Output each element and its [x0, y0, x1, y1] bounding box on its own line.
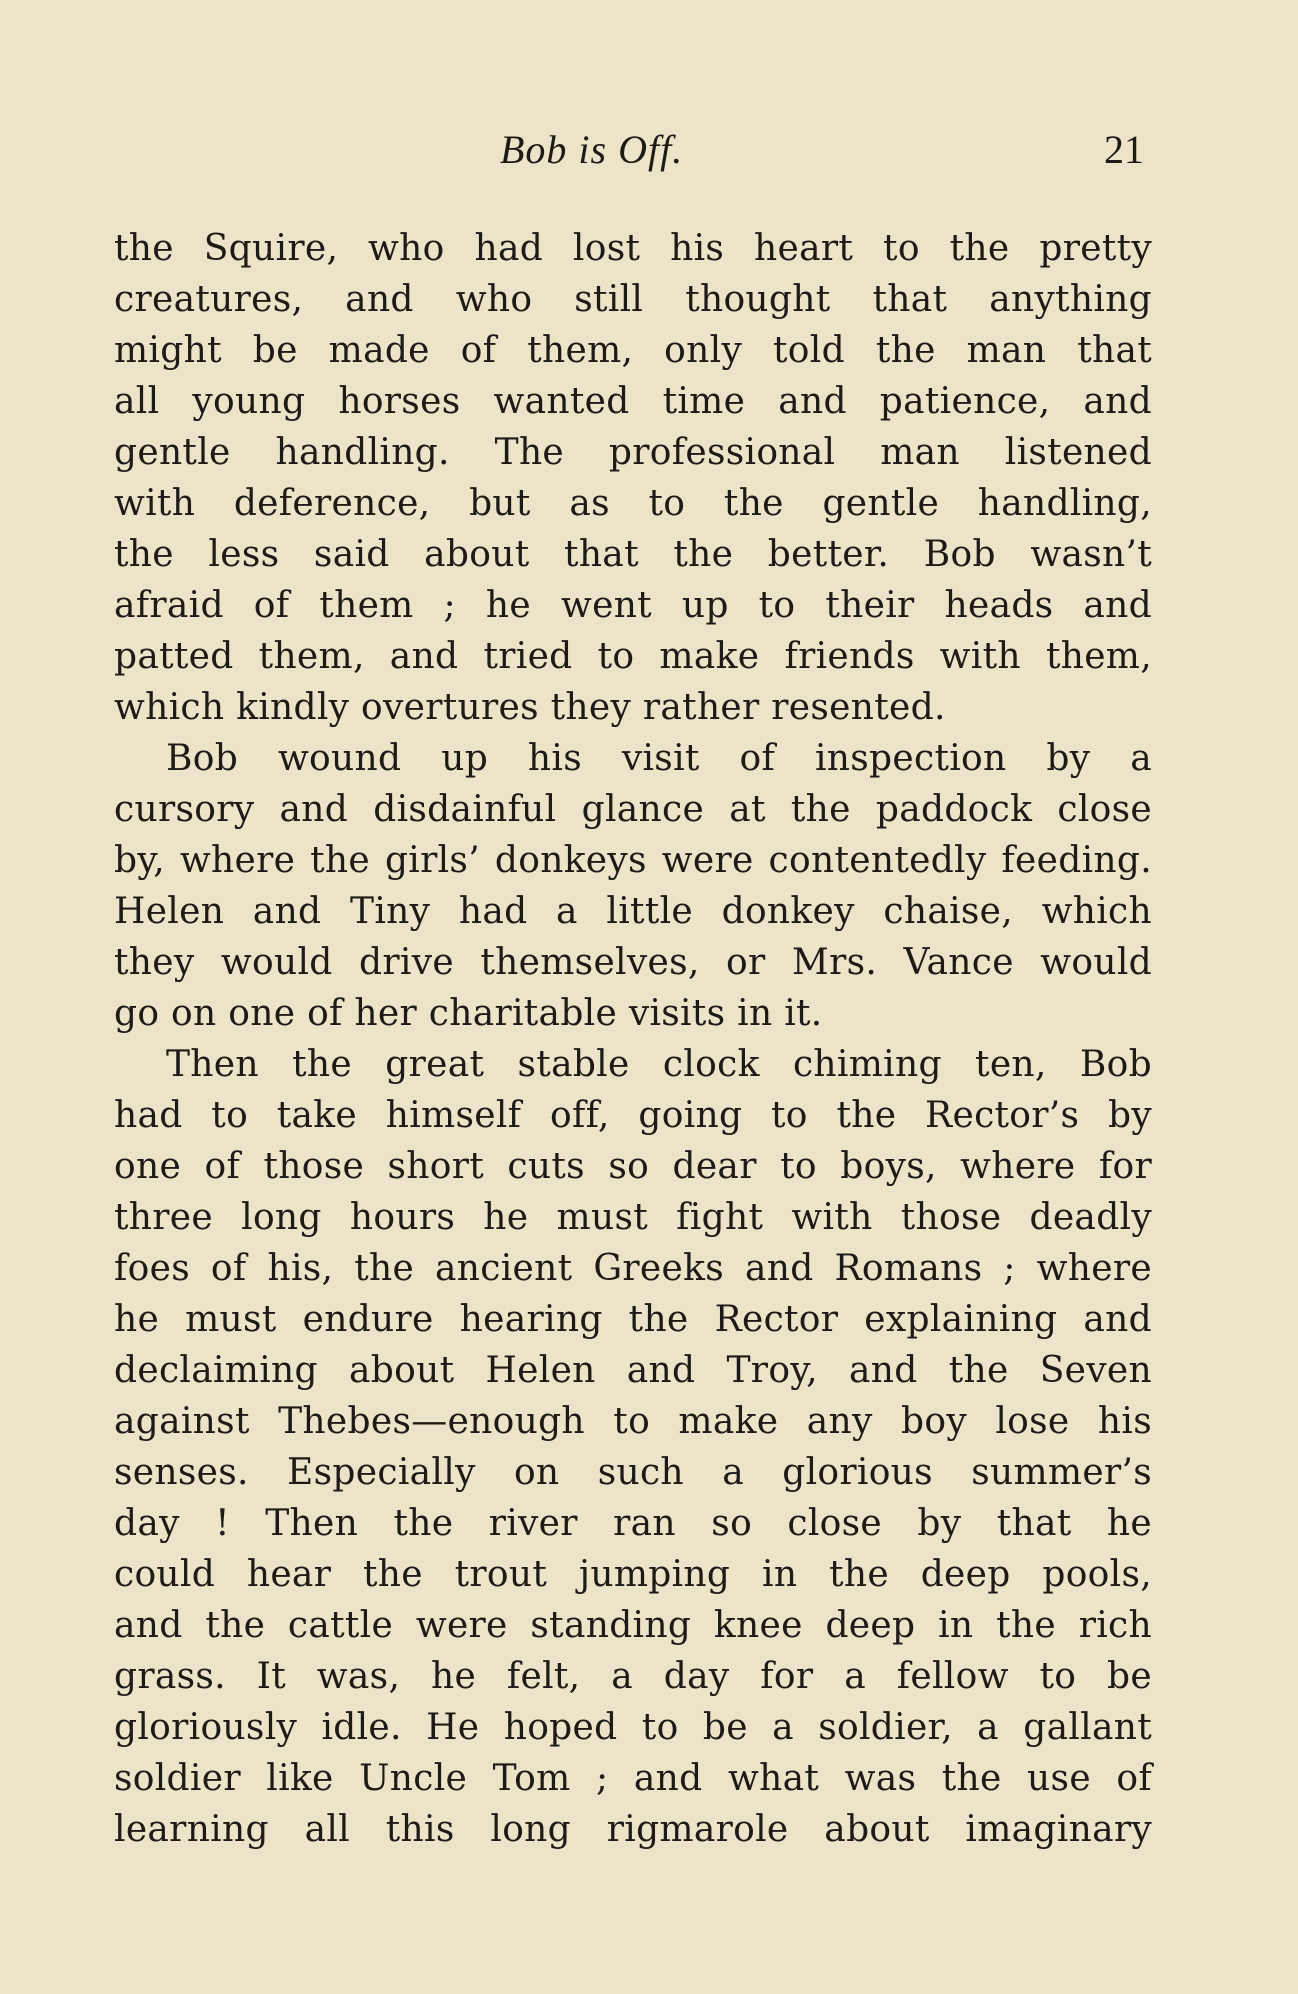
text-line: declaiming about Helen and Troy, and the Seven [114, 1350, 1152, 1391]
text-line: gloriously idle. He hoped to be a soldier, a gallant [114, 1707, 1152, 1748]
text-line: learning all this long rigmarole about imaginary [114, 1809, 1152, 1850]
text-line: Helen and Tiny had a little donkey chaise, which [114, 891, 1152, 932]
running-title: Bob is Off. [500, 127, 684, 172]
text-line: patted them, and tried to make friends with them, [114, 636, 1152, 677]
text-line: he must endure hearing the Rector explaining and [114, 1299, 1152, 1340]
text-line: could hear the trout jumping in the deep pools, [114, 1554, 1152, 1595]
text-line: gentle handling. The professional man listened [114, 432, 1152, 473]
text-line: which kindly overtures they rather resented. [114, 687, 946, 728]
text-line: go on one of her charitable visits in it. [114, 993, 823, 1034]
text-line: all young horses wanted time and patience, and [114, 381, 1152, 422]
text-line: they would drive themselves, or Mrs. Vance would [114, 942, 1152, 983]
text-line: creatures, and who still thought that anything [114, 279, 1152, 320]
text-line: day ! Then the river ran so close by that he [114, 1503, 1152, 1544]
text-line: one of those short cuts so dear to boys, where for [114, 1146, 1152, 1187]
text-line: Then the great stable clock chiming ten, Bob [166, 1044, 1152, 1085]
running-head [0, 126, 1298, 176]
text-line: Bob wound up his visit of inspection by a [166, 738, 1152, 779]
text-line: senses. Especially on such a glorious summer’s [114, 1452, 1152, 1493]
text-line: soldier like Uncle Tom ; and what was the use of [114, 1758, 1152, 1799]
text-line: against Thebes—enough to make any boy lose his [114, 1401, 1152, 1442]
text-line: and the cattle were standing knee deep in the rich [114, 1605, 1152, 1646]
text-line: the less said about that the better. Bob wasn’t [114, 534, 1152, 575]
body-text [114, 223, 1152, 1855]
text-line: had to take himself off, going to the Rector’s by [114, 1095, 1152, 1136]
text-line: foes of his, the ancient Greeks and Romans ; where [114, 1248, 1152, 1289]
text-line: with deference, but as to the gentle handling, [114, 483, 1152, 524]
text-line: the Squire, who had lost his heart to the pretty [114, 228, 1152, 269]
text-line: by, where the girls’ donkeys were contentedly feeding. [114, 840, 1152, 881]
text-line: grass. It was, he felt, a day for a fellow to be [114, 1656, 1152, 1697]
text-line: might be made of them, only told the man that [114, 330, 1152, 371]
text-line: cursory and disdainful glance at the paddock close [114, 789, 1152, 830]
page-number: 21 [1104, 127, 1144, 172]
text-line: three long hours he must fight with those deadly [114, 1197, 1152, 1238]
text-line: afraid of them ; he went up to their heads and [114, 585, 1152, 626]
